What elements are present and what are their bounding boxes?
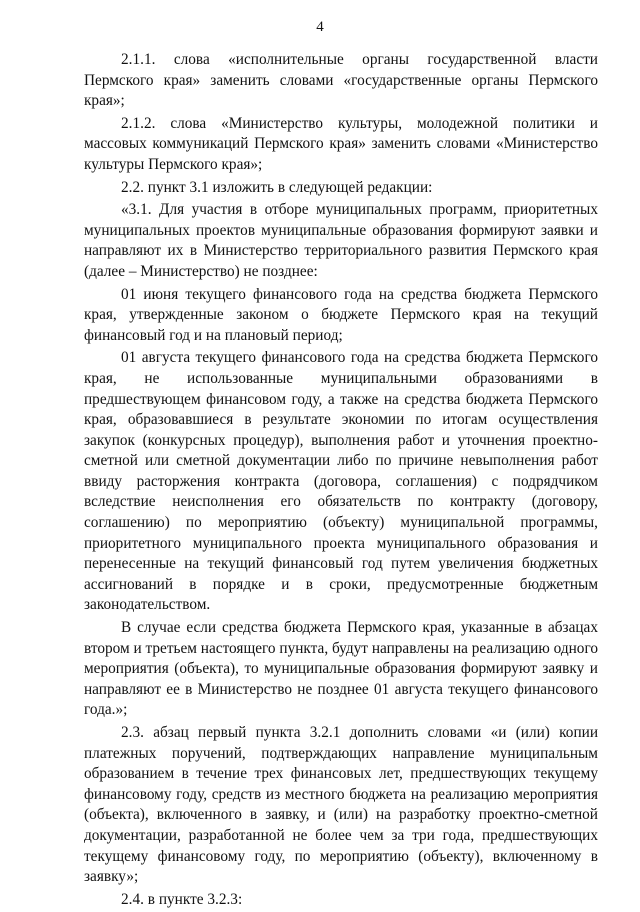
page-number: 4 [316, 19, 324, 35]
paragraph-2-3: 2.3. абзац первый пункта 3.2.1 дополнить словами «и (или) копии платежных поручений, подтверждающих направление муниципальным образованием в течение трех финансовых лет, предшествующих текущему финансовому году, средств из местного бюджета на реализацию мероприятия (объекта), включенного в заявку, и (или) на разработку проектно-сметной документации, разработанной не более чем за три года, предшествующих текущему финансовому году, по мероприятию (объекту), включенному в заявку»; [84, 724, 598, 886]
paragraph-single-event: В случае если средства бюджета Пермского края, указанные в абзацах втором и третьем настоящего пункта, будут направлены на реализацию одного мероприятия (объекта), то муниципальные образования формируют заявку и направляют ее в Министерство не позднее 01 августа текущего финансового года.»; [84, 619, 598, 719]
paragraph-june-deadline: 01 июня текущего финансового года на средства бюджета Пермского края, утвержденные законом о бюджете Пермского края на текущий финансовый год и на плановый период; [84, 285, 598, 344]
paragraph-3-1: «3.1. Для участия в отборе муниципальных программ, приоритетных муниципальных проектов муниципальные образования формируют заявки и направляют их в Министерство территориального развития Пермского края (далее – Министерство) не позднее: [84, 201, 598, 280]
document-body [84, 50, 598, 912]
paragraph-2-4: 2.4. в пункте 3.2.3: [121, 890, 243, 908]
paragraph-2-1-2: 2.1.2. слова «Министерство культуры, молодежной политики и массовых коммуникаций Пермского края» заменить словами «Министерство культуры Пермского края»; [84, 114, 598, 173]
paragraph-2-1-1: 2.1.1. слова «исполнительные органы государственной власти Пермского края» заменить словами «государственные органы Пермского края»; [84, 51, 598, 110]
paragraph-2-2: 2.2. пункт 3.1 изложить в следующей редакции: [121, 178, 433, 196]
paragraph-august-deadline: 01 августа текущего финансового года на средства бюджета Пермского края, не использованные муниципальными образованиями в предшествующем финансовом году, а также на средства бюджета Пермского края, образовавшиеся в результате экономии по итогам осуществления закупок (конкурсных процедур), выполнения работ и уточнения проектно-сметной или сметной документации либо по причине невыполнения работ ввиду расторжения контракта (договора, соглашения) с подрядчиком вследствие неисполнения его обязательств по контракту (договору, соглашению) по мероприятию (объекту) муниципальной программы, приоритетного муниципального проекта муниципального образования и перенесенные на текущий финансовый год путем увеличения бюджетных ассигнований в порядке и в сроки, предусмотренные бюджетным законодательством. [84, 349, 598, 614]
